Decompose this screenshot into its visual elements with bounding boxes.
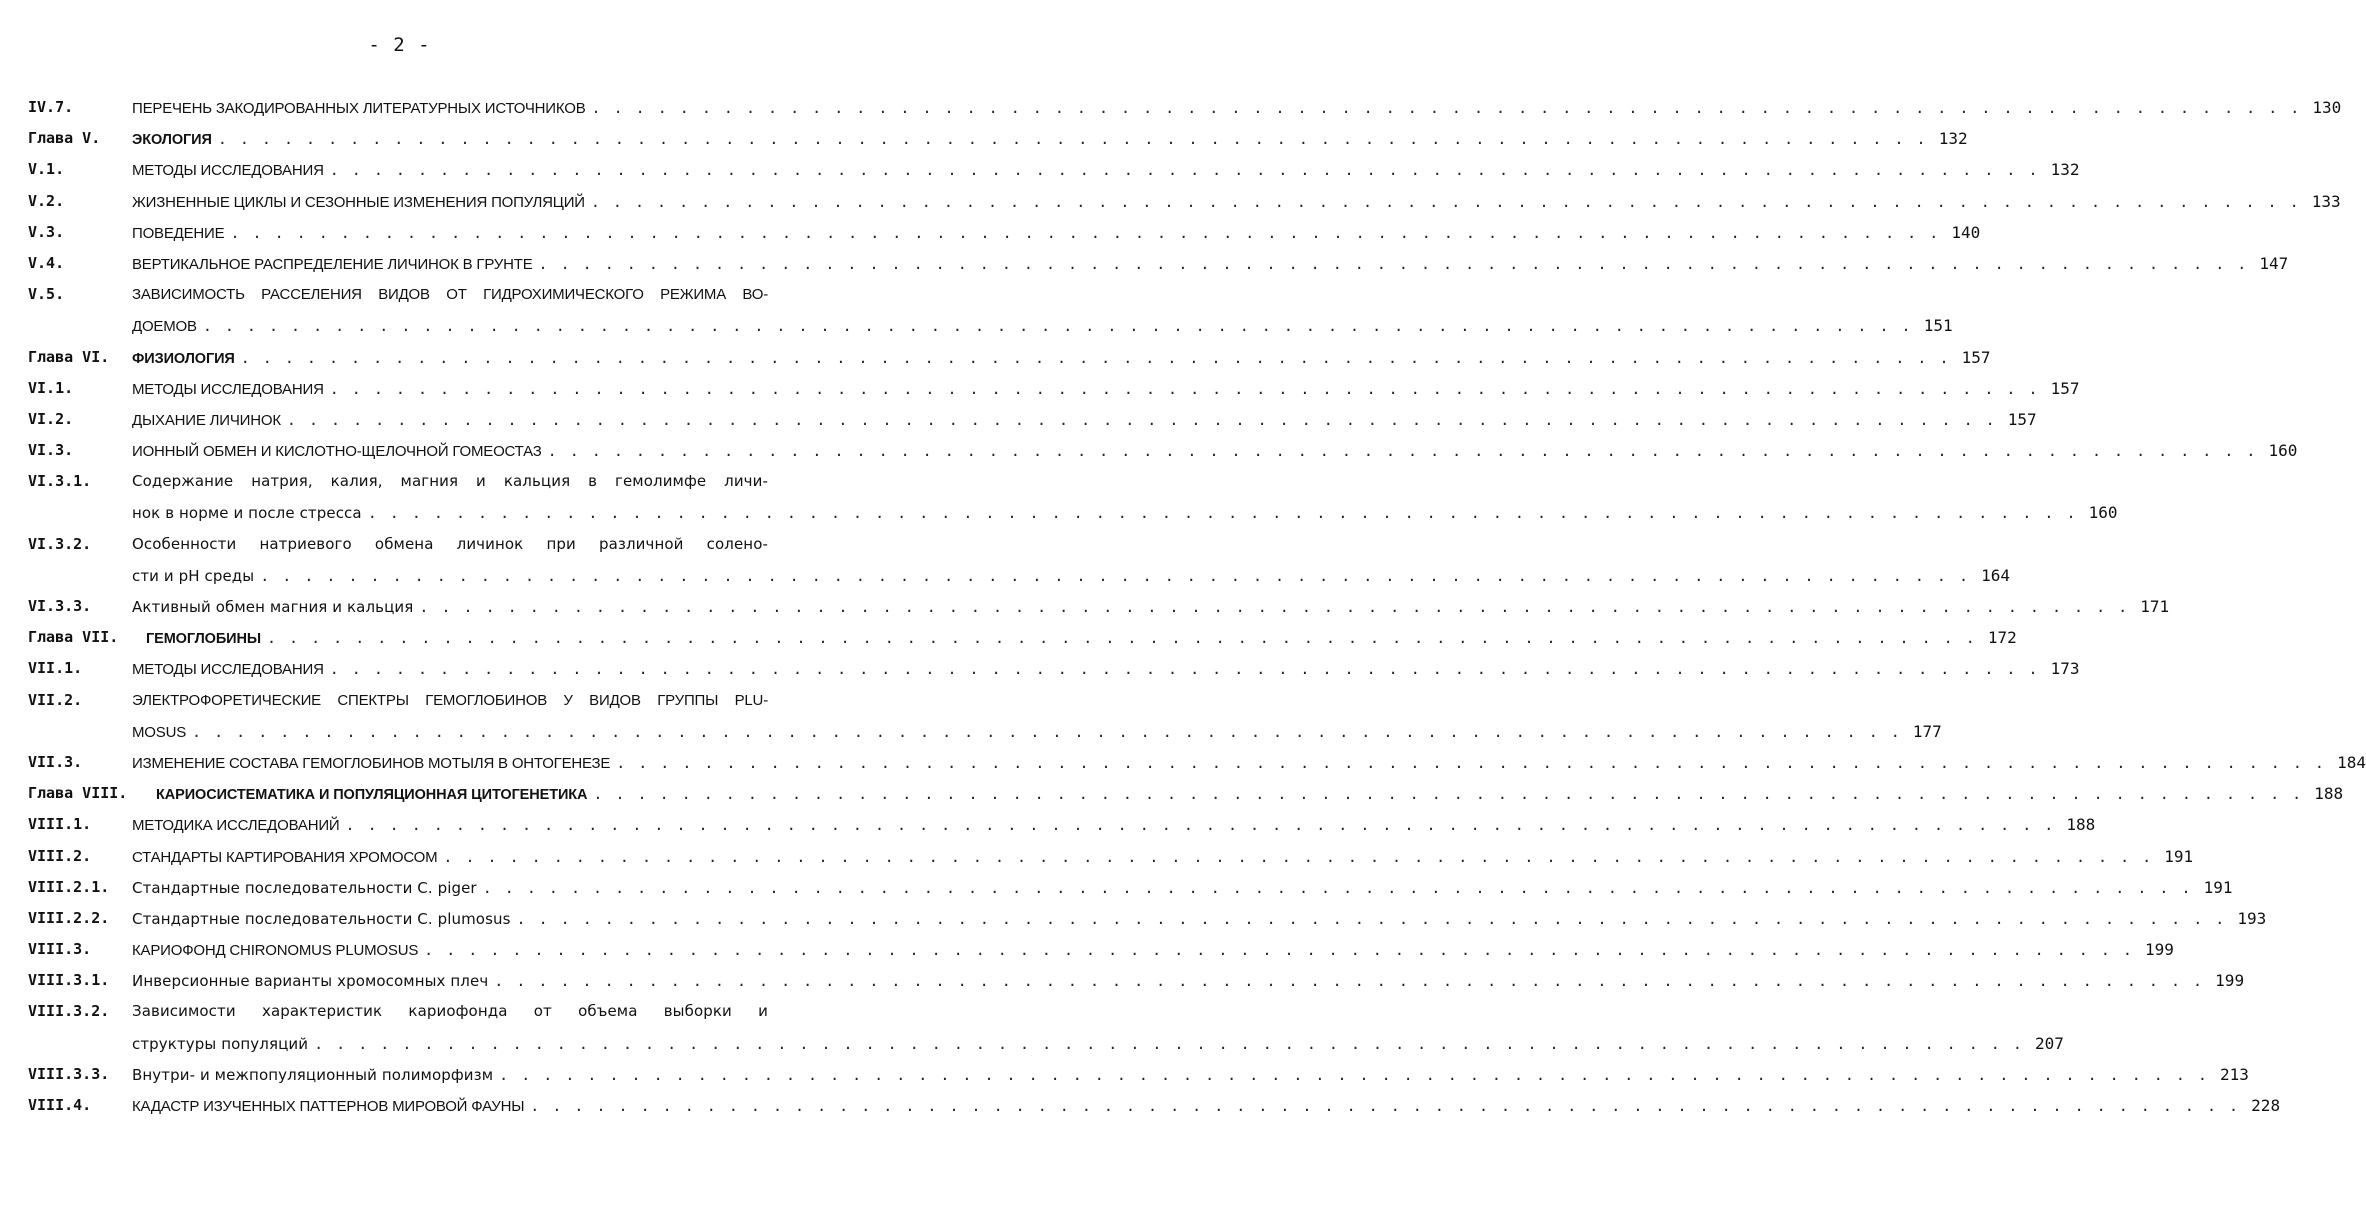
dot-leader [314, 1029, 2024, 1060]
toc-entry[interactable] [28, 1059, 2249, 1090]
entry-number: V.2. [28, 191, 65, 210]
toc-chapter[interactable] [28, 778, 2344, 809]
entry-page: 160 [2088, 503, 2118, 523]
entry-title: ЖИЗНЕННЫЕ ЦИКЛЫ И СЕЗОННЫЕ ИЗМЕНЕНИЯ ПОПУЛЯЦИЙ [132, 193, 585, 211]
dot-leader [530, 1091, 2240, 1122]
entry-page: 191 [2203, 877, 2233, 897]
chapter-number: Глава VII. [28, 628, 119, 647]
chapter-number: Глава VIII. [28, 784, 128, 803]
dot-leader [494, 966, 2204, 997]
toc-entry[interactable] [28, 279, 768, 310]
entry-title: ИЗМЕНЕНИЕ СОСТАВА ГЕМОГЛОБИНОВ МОТЫЛЯ В ОНТОГЕНЕЗЕ [132, 754, 611, 772]
entry-number: VI.2. [28, 409, 74, 428]
entry-page: 133 [2311, 191, 2341, 211]
entry-title: КАРИОФОНД CHIRONOMUS PLUMOSUS [132, 942, 419, 960]
entry-number: V.3. [28, 222, 65, 241]
dot-leader [346, 810, 2056, 841]
entry-title-line2: сти и pH среды [132, 566, 255, 585]
dot-leader [330, 374, 2040, 405]
entry-page: 140 [1951, 222, 1981, 242]
toc-entry[interactable] [28, 841, 2194, 872]
entry-page: 132 [1938, 129, 1968, 149]
entry-title: Инверсионные варианты хромосомных плеч [132, 972, 489, 991]
dot-leader [218, 124, 1928, 155]
dot-leader [419, 592, 2129, 623]
toc-entry[interactable] [28, 154, 2080, 185]
entry-number: VIII.3. [28, 940, 92, 959]
dot-leader [483, 873, 2193, 904]
entry-number: V.1. [28, 160, 65, 179]
entry-number: VI.3. [28, 441, 74, 460]
entry-title: КАДАСТР ИЗУЧЕННЫХ ПАТТЕРНОВ МИРОВОЙ ФАУНЫ [132, 1098, 525, 1115]
dot-leader [592, 93, 2302, 124]
toc-entry[interactable] [28, 591, 2170, 622]
entry-title: СТАНДАРТЫ КАРТИРОВАНИЯ ХРОМОСОМ [132, 848, 438, 866]
dot-leader [368, 498, 2078, 529]
entry-title: МЕТОДЫ ИССЛЕДОВАНИЯ [132, 162, 324, 180]
entry-title: МЕТОДИКА ИССЛЕДОВАНИЙ [132, 817, 340, 835]
toc-entry[interactable] [28, 404, 2037, 435]
entry-title: Стандартные последовательности C. plumosus [132, 909, 511, 928]
entry-page: 160 [2268, 441, 2298, 461]
dot-leader [424, 935, 2134, 966]
entry-number: VII.3. [28, 752, 83, 771]
dot-leader [260, 561, 1970, 592]
entry-page: 199 [2145, 940, 2174, 960]
dot-leader [443, 842, 2153, 873]
entry-page: 171 [2140, 597, 2170, 616]
dot-leader [330, 155, 2040, 186]
toc-entry[interactable] [28, 373, 2080, 404]
entry-number: VI.3.3. [28, 597, 92, 615]
toc-entry[interactable] [28, 217, 1981, 248]
entry-title-line1: ЭЛЕКТРОФОРЕТИЧЕСКИЕ СПЕКТРЫ ГЕМОГЛОБИНОВ У ВИДОВ ГРУППЫ PLU- [132, 691, 768, 709]
entry-title: Стандартные последовательности C. piger [132, 878, 477, 897]
entry-number: VIII.1. [28, 815, 92, 834]
entry-title: МЕТОДЫ ИССЛЕДОВАНИЯ [132, 661, 324, 679]
entry-page: 147 [2259, 253, 2289, 273]
entry-number: VIII.2.2. [28, 908, 110, 927]
dot-leader [539, 249, 2249, 280]
entry-title: Активный обмен магния и кальция [132, 598, 414, 616]
toc-entry-continuation[interactable] [28, 310, 1953, 341]
entry-number: VIII.4. [28, 1096, 92, 1114]
entry-page: 173 [2050, 659, 2080, 679]
entry-page: 157 [1961, 347, 1991, 367]
dot-leader [267, 623, 1977, 654]
entry-title: ДЫХАНИЕ ЛИЧИНОК [132, 411, 281, 429]
entry-page: 151 [1923, 316, 1953, 336]
entry-number: VI.3.1. [28, 472, 92, 491]
toc-chapter[interactable] [28, 342, 1991, 373]
toc-entry[interactable] [28, 903, 2267, 934]
entry-number: VIII.3.1. [28, 971, 110, 990]
entry-number: VIII.3.3. [28, 1064, 110, 1083]
dot-leader [548, 436, 2258, 467]
toc-entry-continuation[interactable] [28, 1028, 2064, 1059]
chapter-title: ЭКОЛОГИЯ [132, 132, 212, 149]
entry-number: V.5. [28, 285, 65, 304]
dot-leader [616, 748, 2326, 779]
entry-number: VIII.2. [28, 846, 92, 865]
entry-number: VII.1. [28, 659, 83, 678]
entry-number: IV.7. [28, 98, 74, 116]
dot-leader [241, 343, 1951, 374]
entry-number: VI.3.2. [28, 534, 92, 553]
toc-entry[interactable] [28, 996, 768, 1027]
dot-leader [517, 904, 2227, 935]
toc-entry[interactable] [28, 965, 2245, 996]
table-of-contents [28, 92, 2366, 1121]
entry-title-line2: MOSUS [132, 723, 187, 741]
entry-title-line2: ДОЕМОВ [132, 318, 197, 336]
entry-title-line2: нок в норме и после стресса [132, 504, 362, 523]
entry-number: VIII.2.1. [28, 877, 110, 896]
entry-title-line1: ЗАВИСИМОСТЬ РАССЕЛЕНИЯ ВИДОВ ОТ ГИДРОХИМИЧЕСКОГО РЕЖИМА ВО- [132, 286, 768, 304]
dot-leader [593, 779, 2303, 810]
dot-leader [230, 218, 1940, 249]
entry-title: ВЕРТИКАЛЬНОЕ РАСПРЕДЕЛЕНИЕ ЛИЧИНОК В ГРУНТЕ [132, 255, 533, 273]
entry-page: 191 [2164, 846, 2194, 866]
toc-entry[interactable] [28, 809, 2096, 840]
toc-entry[interactable] [28, 186, 2341, 217]
toc-entry-continuation[interactable] [28, 560, 2010, 591]
entry-page: 207 [2034, 1033, 2064, 1053]
entry-title: ПЕРЕЧЕНЬ ЗАКОДИРОВАННЫХ ЛИТЕРАТУРНЫХ ИСТОЧНИКОВ [132, 100, 586, 117]
toc-entry[interactable] [28, 934, 2174, 965]
dot-leader [499, 1060, 2209, 1091]
dot-leader [203, 311, 1913, 342]
dot-leader [330, 654, 2040, 685]
entry-page: 164 [1981, 565, 2010, 585]
entry-page: 130 [2312, 98, 2342, 117]
entry-title-line2: структуры популяций [132, 1034, 309, 1053]
entry-page: 172 [1987, 628, 2017, 648]
chapter-number: Глава VI. [28, 347, 110, 366]
entry-title-line1: Содержание натрия, калия, магния и кальция в гемолимфе личи- [132, 472, 768, 491]
chapter-title: ГЕМОГЛОБИНЫ [146, 631, 261, 648]
chapter-title: КАРИОСИСТЕМАТИКА И ПОПУЛЯЦИОННАЯ ЦИТОГЕНЕТИКА [156, 787, 588, 804]
toc-entry-continuation[interactable] [28, 716, 1942, 747]
toc-entry[interactable] [28, 1090, 2281, 1121]
entry-number: VI.1. [28, 378, 74, 397]
toc-entry[interactable] [28, 529, 768, 560]
entry-number: VII.2. [28, 690, 83, 709]
entry-page: 184 [2337, 752, 2366, 772]
entry-title: Внутри- и межпопуляционный полиморфизм [132, 1065, 494, 1084]
chapter-title: ФИЗИОЛОГИЯ [132, 350, 235, 367]
entry-title: ПОВЕДЕНИЕ [132, 224, 225, 242]
entry-page: 228 [2251, 1096, 2281, 1115]
dot-leader [591, 187, 2301, 218]
chapter-number: Глава V. [28, 129, 101, 148]
entry-title: ИОННЫЙ ОБМЕН И КИСЛОТНО-ЩЕЛОЧНОЙ ГОМЕОСТАЗ [132, 443, 542, 461]
toc-chapter[interactable] [28, 622, 2017, 653]
entry-page: 157 [2050, 378, 2080, 398]
toc-entry[interactable] [28, 872, 2233, 903]
entry-number: VIII.3.2. [28, 1002, 110, 1021]
entry-page: 157 [2007, 409, 2037, 429]
toc-entry-continuation[interactable] [28, 497, 2118, 528]
dot-leader [192, 717, 1902, 748]
entry-page: 193 [2237, 908, 2267, 928]
toc-entry[interactable] [28, 466, 768, 497]
page-number: - 2 - [368, 34, 431, 56]
entry-title-line1: Особенности натриевого обмена личинок при различной солено- [132, 534, 768, 553]
entry-number: V.4. [28, 253, 65, 272]
toc-chapter[interactable] [28, 123, 1968, 154]
entry-page: 177 [1912, 721, 1942, 741]
toc-entry[interactable] [28, 248, 2289, 279]
entry-page: 132 [2050, 160, 2080, 180]
entry-page: 213 [2220, 1064, 2249, 1084]
dot-leader [287, 405, 1997, 436]
entry-title: МЕТОДЫ ИССЛЕДОВАНИЯ [132, 380, 324, 398]
entry-page: 199 [2215, 971, 2245, 991]
toc-entry[interactable] [28, 747, 2366, 778]
entry-page: 188 [2066, 815, 2096, 835]
toc-entry[interactable] [28, 92, 2342, 123]
entry-page: 188 [2314, 784, 2344, 804]
entry-title-line1: Зависимости характеристик кариофонда от объема выборки и [132, 1002, 768, 1021]
toc-entry[interactable] [28, 653, 2080, 684]
toc-entry[interactable] [28, 435, 2298, 466]
toc-entry[interactable] [28, 685, 768, 716]
